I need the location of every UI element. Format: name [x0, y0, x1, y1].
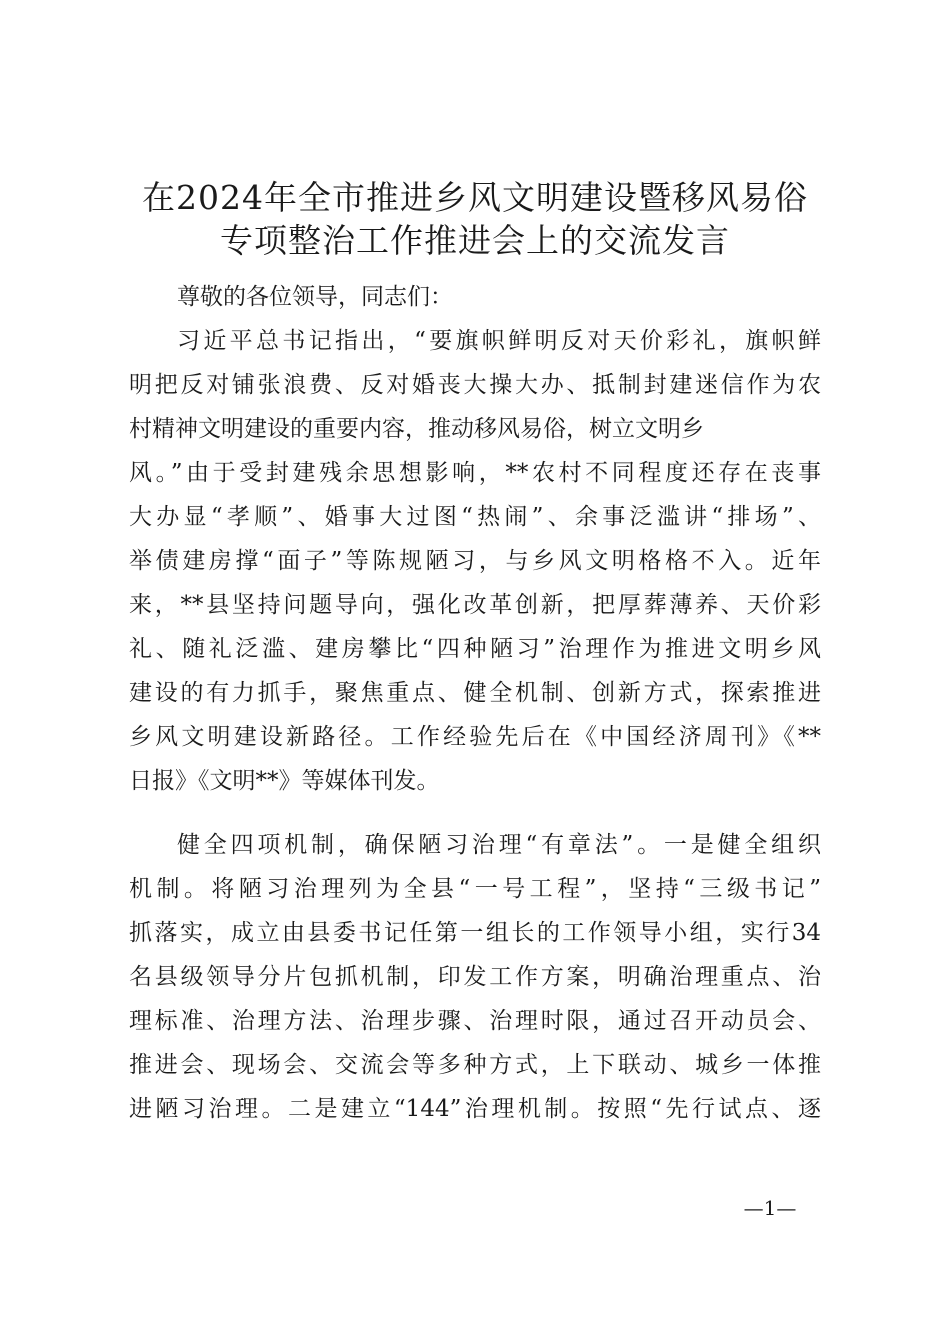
paragraph-1-line: 风。”由于受封建残余思想影响，**农村不同程度还存在丧事 — [129, 460, 821, 486]
paragraph-2-line: 推进会、现场会、交流会等多种方式，上下联动、城乡一体推 — [129, 1052, 821, 1078]
paragraph-1-line: 乡风文明建设新路径。工作经验先后在《中国经济周刊》《** — [129, 724, 821, 750]
paragraph-1-line: 举债建房撑“面子”等陈规陋习，与乡风文明格格不入。近年 — [129, 548, 821, 574]
paragraph-2-line: 理标准、治理方法、治理步骤、治理时限，通过召开动员会、 — [129, 1008, 821, 1034]
paragraph-2-line: 抓落实，成立由县委书记任第一组长的工作领导小组，实行34 — [129, 920, 821, 946]
paragraph-2-line: 进陋习治理。二是建立“144”治理机制。按照“先行试点、逐 — [129, 1096, 821, 1122]
paragraph-2-line: 健全四项机制，确保陋习治理“有章法”。一是健全组织 — [177, 832, 821, 858]
paragraph-2-line: 名县级领导分片包抓机制，印发工作方案，明确治理重点、治 — [129, 964, 821, 990]
paragraph-1-line: 来，**县坚持问题导向，强化改革创新，把厚葬薄养、天价彩 — [129, 592, 821, 618]
paragraph-1-line: 日报》《文明**》等媒体刊发。 — [129, 768, 440, 794]
salutation: 尊敬的各位领导，同志们： — [177, 284, 453, 310]
paragraph-1-line: 大办显“孝顺”、婚事大过图“热闹”、余事泛滥讲“排场”、 — [129, 504, 821, 530]
page-number: —1— — [743, 1196, 797, 1220]
paragraph-1-line: 礼、随礼泛滥、建房攀比“四种陋习”治理作为推进文明乡风 — [129, 636, 821, 662]
paragraph-2-line: 机制。将陋习治理列为全县“一号工程”，坚持“三级书记” — [129, 876, 821, 902]
document-title-line-2: 专项整治工作推进会上的交流发言 — [220, 221, 730, 260]
paragraph-1-line: 村精神文明建设的重要内容，推动移风易俗，树立文明乡 — [129, 416, 704, 442]
paragraph-1-line: 习近平总书记指出，“要旗帜鲜明反对天价彩礼，旗帜鲜 — [177, 328, 821, 354]
paragraph-1-line: 明把反对铺张浪费、反对婚丧大操大办、抵制封建迷信作为农 — [129, 372, 821, 398]
document-title-line-1: 在2024年全市推进乡风文明建设暨移风易俗 — [142, 178, 808, 217]
paragraph-1-line: 建设的有力抓手，聚焦重点、健全机制、创新方式，探索推进 — [129, 680, 821, 706]
